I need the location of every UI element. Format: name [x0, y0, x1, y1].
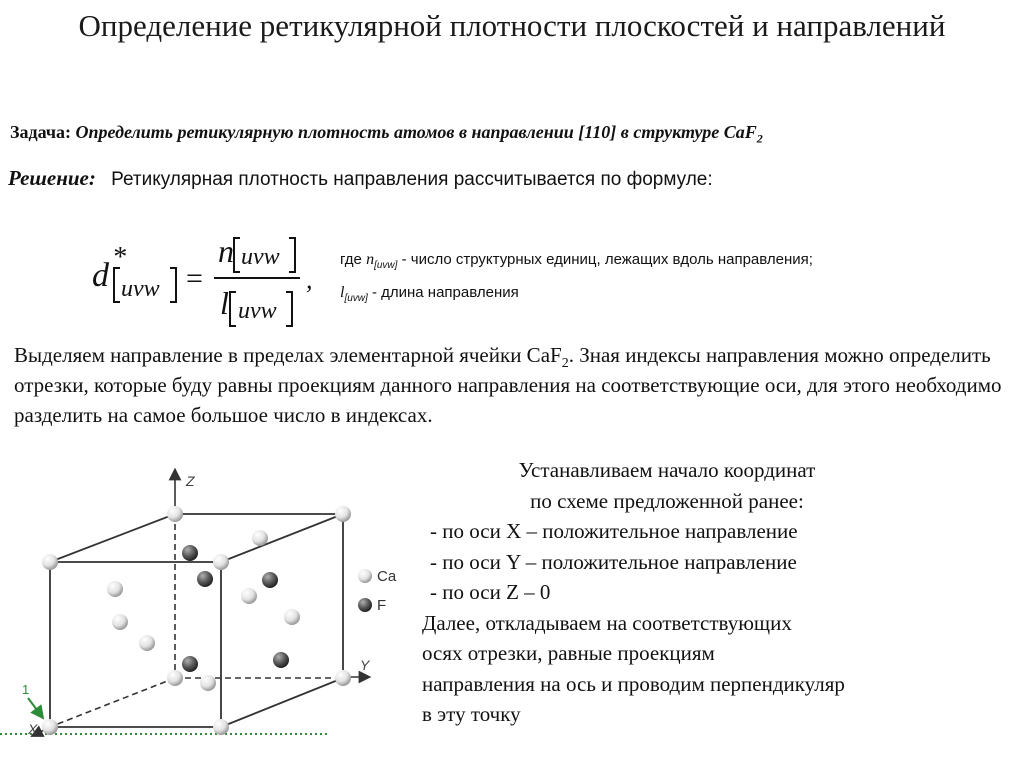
legend-ca-marker	[358, 569, 372, 583]
f-atoms	[182, 545, 289, 672]
task-statement	[10, 122, 763, 147]
paragraph-sub: 2	[561, 356, 569, 372]
legend-n-sub: [uvw]	[374, 260, 398, 271]
legend-where-word: где	[340, 251, 362, 268]
legend-n-symbol: n	[366, 251, 375, 268]
atom-legend	[358, 568, 397, 614]
caf2-unit-cell-figure	[0, 462, 420, 767]
instr-line-7: осях отрезки, равные проекциям	[422, 641, 715, 665]
formula-numerator-n: n	[218, 233, 234, 269]
formula-legend	[340, 246, 813, 312]
instr-line-6: Далее, откладываем на соответствующих	[422, 610, 792, 635]
reticular-density-formula	[90, 226, 330, 341]
paragraph-part2: . Зная индексы направления можно определить отрезки, которые буду равны проекциям данного направления на соответствующие оси, для этого необходимо разделить на самое большое число в индексах.	[14, 343, 1002, 427]
page-title: Определение ретикулярной плотности плоскостей и направлений	[78, 8, 946, 43]
formula-den-uvw: uvw	[238, 298, 277, 324]
formula-d-symbol: d	[92, 257, 109, 294]
coordinate-instructions	[422, 455, 1022, 730]
solution-label: Решение:	[8, 166, 96, 190]
ca-atoms	[42, 506, 351, 735]
instr-line-8: направления на ось и проводим перпендикуляр	[422, 671, 845, 696]
axis-label-y: Y	[360, 657, 370, 673]
legend-f-label: F	[377, 597, 387, 614]
legend-f-marker	[358, 598, 372, 612]
task-label: Задача:	[10, 122, 72, 142]
paragraph-part1: Выделяем направление в пределах элементарной ячейки CaF	[14, 343, 562, 367]
legend-l-symbol: l	[340, 284, 345, 301]
instr-bullet-y: - по оси Y – положительное направление	[430, 549, 797, 574]
formula-comma: ,	[306, 265, 313, 294]
instr-bullet-x: - по оси X – положительное направление	[430, 519, 798, 543]
formula-star: *	[112, 242, 126, 273]
legend-l-text: - длина направления	[367, 284, 519, 301]
formula-numerator-bracket	[234, 238, 295, 272]
formula-num-uvw: uvw	[241, 244, 280, 270]
legend-l-sub: [uvw]	[344, 293, 368, 304]
formula-denominator-bracket	[230, 292, 292, 326]
solution-text: Ретикулярная плотность направления рассчитывается по формуле:	[111, 169, 713, 190]
axis-label-x: X	[28, 721, 38, 737]
instr-line-9: в эту точку	[422, 702, 521, 726]
green-direction-arrow	[28, 698, 40, 714]
solution-line	[8, 166, 713, 191]
instr-line-1: Устанавливаем начало координат	[518, 458, 816, 482]
formula-lhs-uvw: uvw	[121, 276, 160, 302]
task-subscript: 2	[756, 131, 763, 146]
legend-ca-label: Ca	[377, 568, 397, 585]
legend-line-n	[340, 246, 813, 279]
task-text: Определить ретикулярную плотность атомов в направлении [110] в структуре CaF	[75, 122, 757, 142]
legend-n-text: - число структурных единиц, лежащих вдоль направления;	[397, 251, 813, 268]
formula-denominator-l: l	[220, 285, 229, 321]
formula-equals: =	[186, 262, 203, 295]
axis-label-z: Z	[186, 473, 195, 489]
formula-lhs-bracket	[114, 268, 176, 302]
legend-line-l	[340, 279, 813, 312]
arrow-label-1: 1	[22, 682, 30, 697]
explanation-paragraph	[14, 340, 1014, 430]
instr-bullet-z: - по оси Z – 0	[430, 580, 551, 604]
instr-line-2: по схеме предложенной ранее:	[530, 488, 804, 513]
